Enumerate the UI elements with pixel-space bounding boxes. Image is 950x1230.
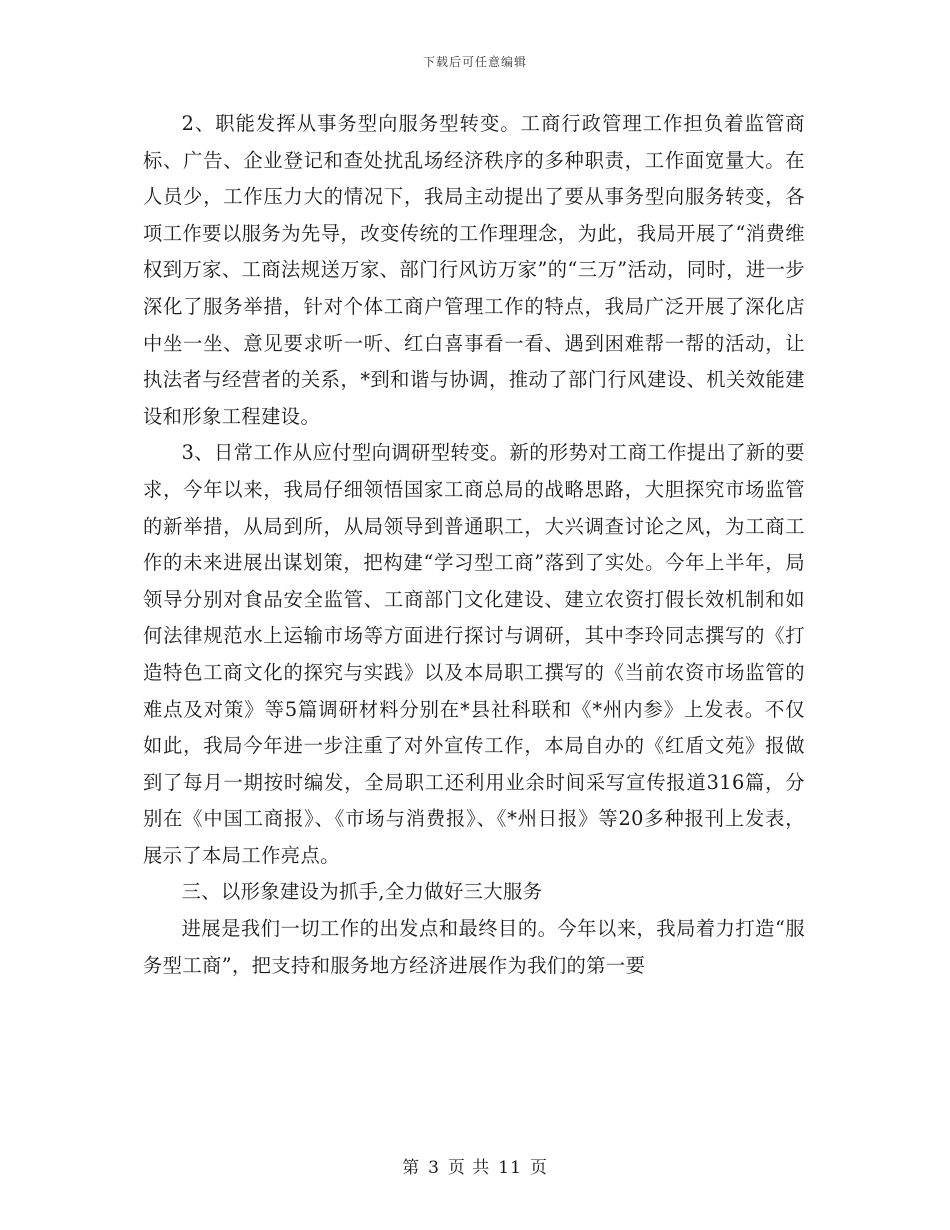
- footer-page-number: 3: [428, 1158, 440, 1178]
- footer-suffix: 页: [529, 1158, 548, 1178]
- page-footer: [0, 1153, 950, 1178]
- paragraph-development-goal: 进展是我们一切工作的出发点和最终目的。今年以来，我局着力打造“服务型工商”，把支持和服务地方经济进展作为我们的第一要: [143, 917, 805, 977]
- paragraph-functional-transformation: 2、职能发挥从事务型向服务型转变。工商行政管理工作担负着监管商标、广告、企业登记和查处扰乱场经济秩序的多种职责，工作面宽量大。在人员少，工作压力大的情况下，我局主动提出了要从事务型向服务转变，各项工作要以服务为先导，改变传统的工作理理念，为此，我局开展了“消费维权到万家、工商法规送万家、部门行风访万家”的“三万”活动，同时，进一步深化了服务举措，针对个体工商户管理工作的特点，我局广泛开展了深化店中坐一坐、意见要求听一听、红白喜事看一看、遇到困难帮一帮的活动，让执法者与经营者的关系，*到和谐与协调，推动了部门行风建设、机关效能建设和形象工程建设。: [143, 112, 805, 428]
- footer-prefix: 第: [402, 1158, 421, 1178]
- footer-total-pages: 11: [498, 1158, 522, 1178]
- section-heading-three-services: 三、以形象建设为抓手,全力做好三大服务: [181, 880, 543, 904]
- document-body: [143, 106, 805, 984]
- paragraph-research-transformation: 3、日常工作从应付型向调研型转变。新的形势对工商工作提出了新的要求，今年以来，我局仔细领悟国家工商总局的战略思路，大胆探究市场监管的新举措，从局到所，从局领导到普通职工，大兴调查讨论之风，为工商工作的未来进展出谋划策，把构建“学习型工商”落到了实处。今年上半年，局领导分别对食品安全监管、工商部门文化建设、建立农资打假长效机制和如何法律规范水上运输市场等方面进行探讨与调研，其中李玲同志撰写的《打造特色工商文化的探究与实践》以及本局职工撰写的《当前农资市场监管的难点及对策》等5篇调研材料分别在*县社科联和《*州内参》上发表。不仅如此，我局今年进一步注重了对外宣传工作，本局自办的《红盾文苑》报做到了每月一期按时编发，全局职工还利用业余时间采写宣传报道316篇，分别在《中国工商报》、《市场与消费报》、《*州日报》等20多种报刊上发表，展示了本局工作亮点。: [143, 441, 805, 867]
- page-header: 下载后可任意编辑: [422, 55, 527, 69]
- footer-middle: 页 共: [447, 1158, 491, 1178]
